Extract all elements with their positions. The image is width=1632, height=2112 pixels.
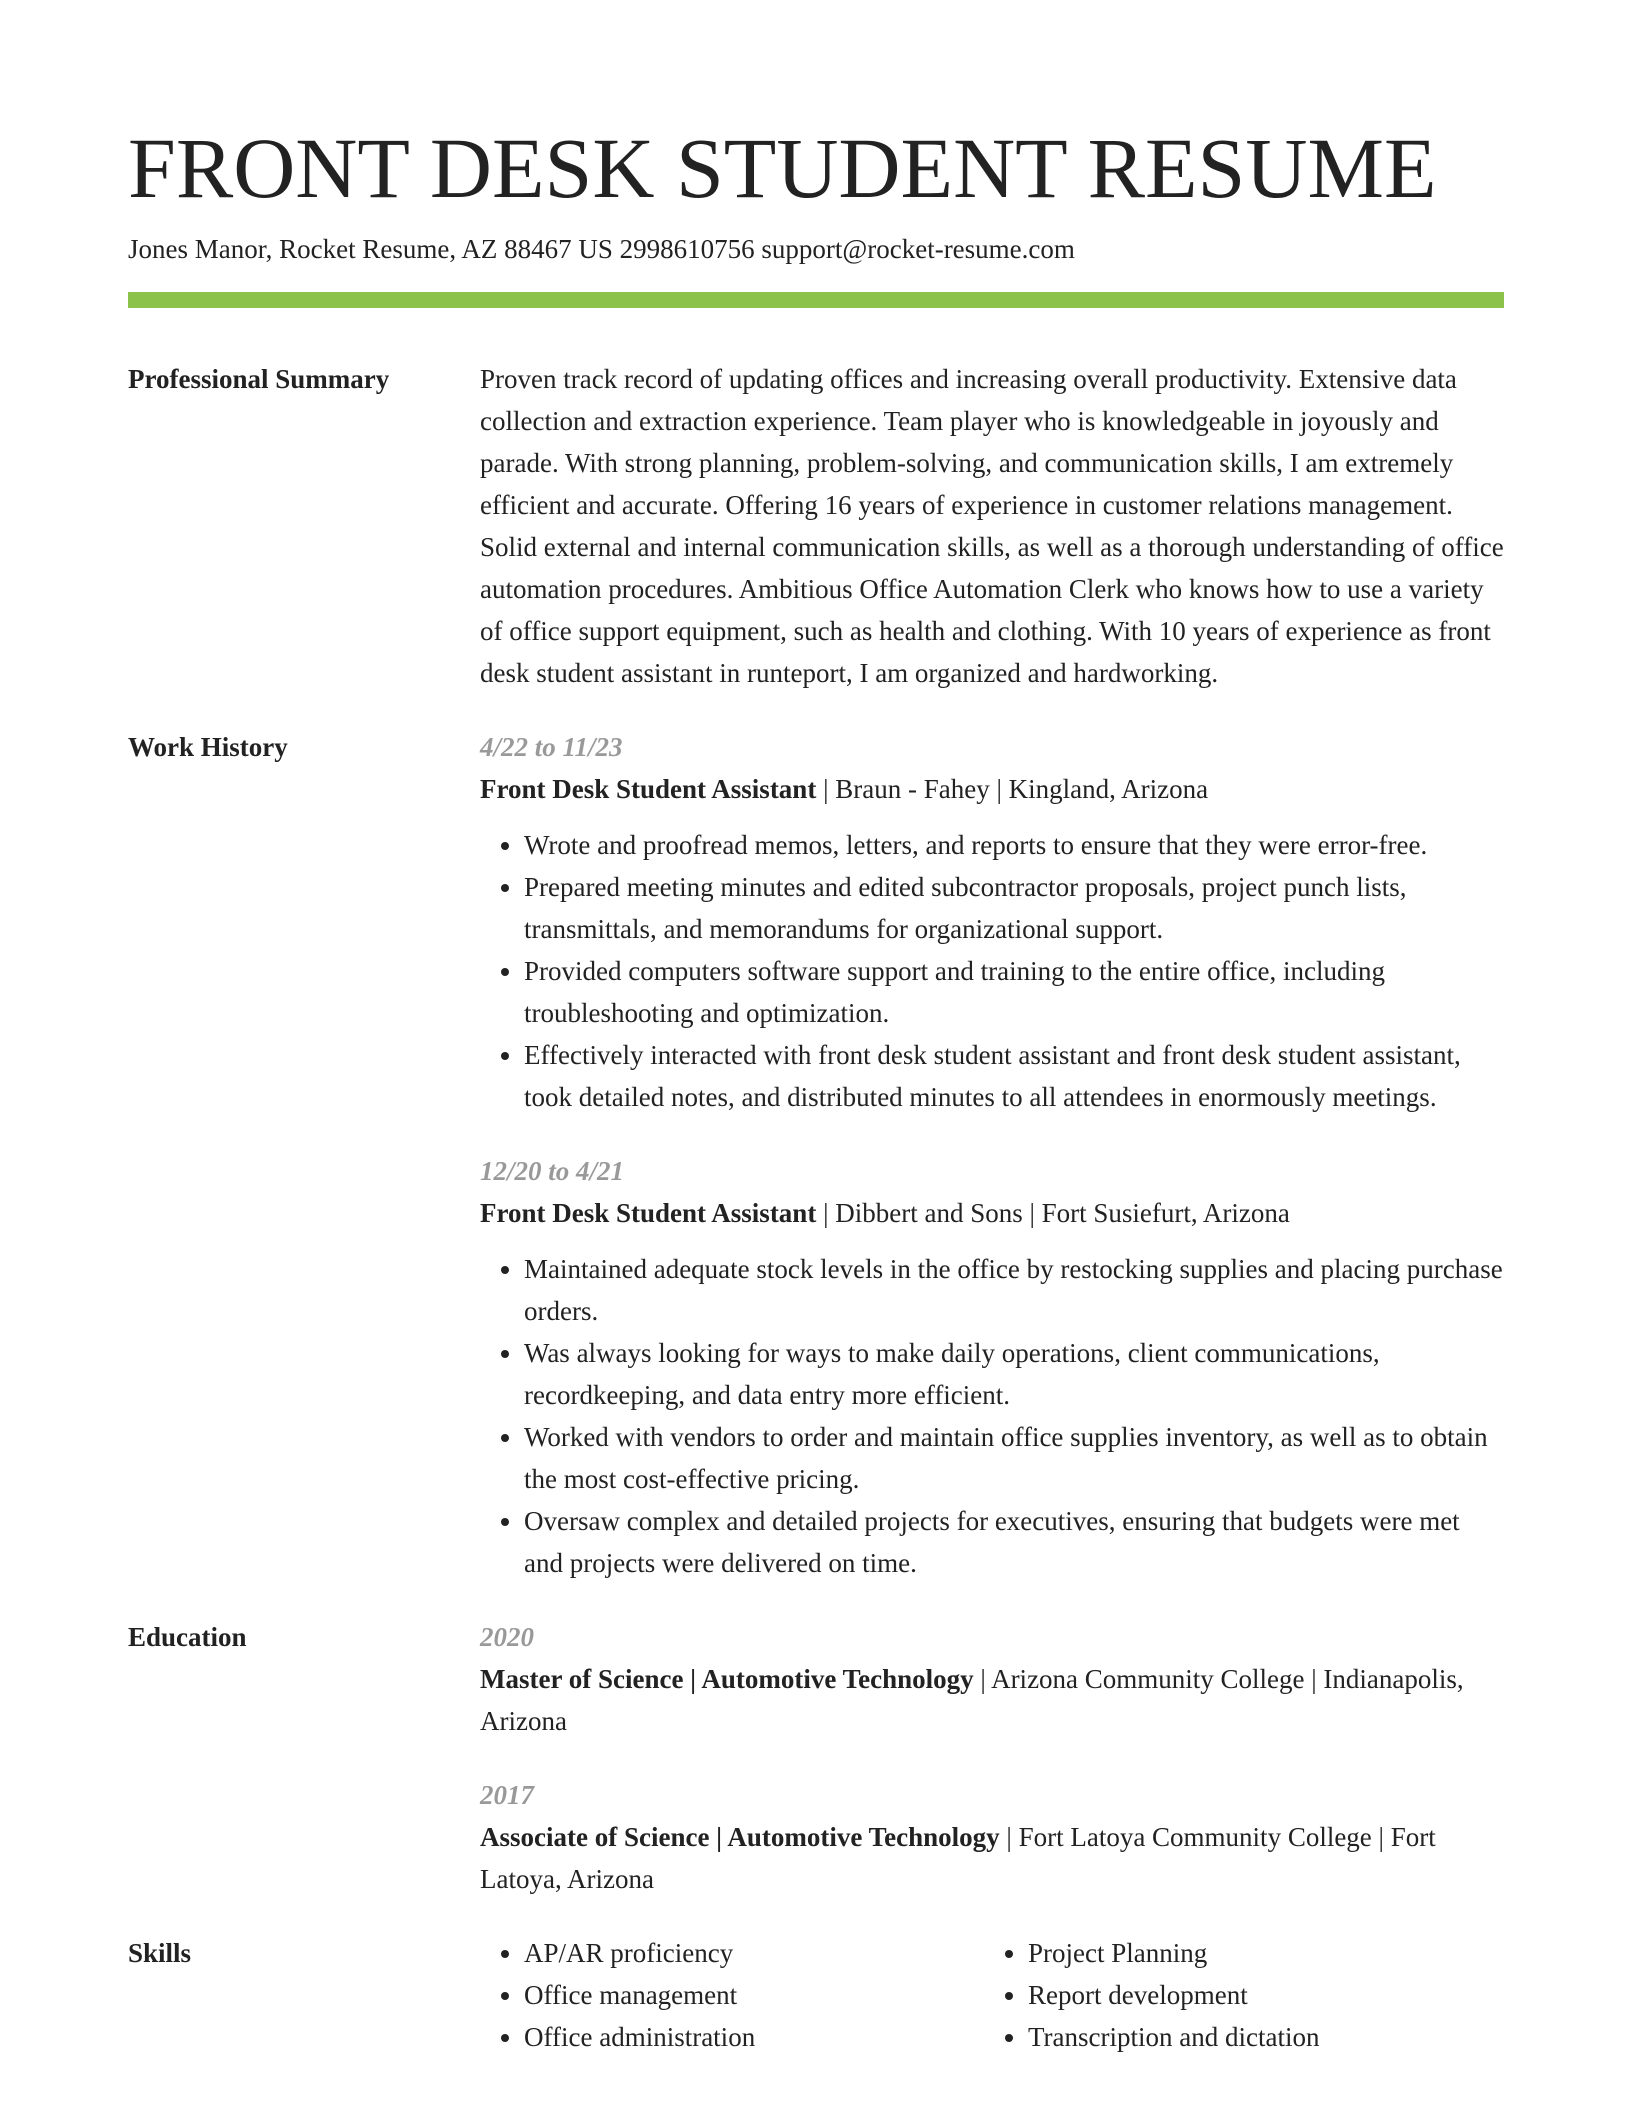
job-bullet: • Effectively interacted with front desk student assistant and front desk student assistant, took detailed notes, and distributed minutes to all attendees in enormously meetings. — [524, 1034, 1504, 1118]
work-history-heading: Work History — [128, 732, 288, 762]
skill-item: • AP/AR proficiency — [524, 1932, 984, 1974]
job-entry — [480, 726, 1504, 1118]
education-details — [480, 1658, 1504, 1742]
contact-line: Jones Manor, Rocket Resume, AZ 88467 US 2998610756 support@rocket-resume.com — [128, 234, 1075, 264]
education-entry — [480, 1774, 1504, 1900]
skill-item: • Office management — [524, 1974, 984, 2016]
job-header — [480, 768, 1504, 810]
summary-section — [128, 358, 1504, 694]
job-bullet: • Oversaw complex and detailed projects for executives, ensuring that budgets were met and projects were delivered on time. — [524, 1500, 1504, 1584]
resume-title: FRONT DESK STUDENT RESUME — [128, 120, 1437, 216]
job-employer-location: | Dibbert and Sons | Fort Susiefurt, Arizona — [816, 1198, 1290, 1228]
job-title: Front Desk Student Assistant — [480, 774, 817, 804]
job-title: Front Desk Student Assistant — [480, 1198, 817, 1228]
degree-name: Associate of Science | Automotive Technology — [480, 1822, 1000, 1852]
skills-heading: Skills — [128, 1938, 192, 1968]
education-entry — [480, 1616, 1504, 1742]
skills-column-left — [480, 1932, 984, 2058]
skill-item: • Transcription and dictation — [1028, 2016, 1528, 2058]
job-header — [480, 1192, 1504, 1234]
summary-heading: Professional Summary — [128, 364, 390, 394]
work-history-section — [128, 726, 1504, 1584]
job-bullet: • Prepared meeting minutes and edited subcontractor proposals, project punch lists, transmittals, and memorandums for organizational support. — [524, 866, 1504, 950]
education-heading: Education — [128, 1622, 247, 1652]
skills-column-right — [984, 1932, 1528, 2058]
degree-name: Master of Science | Automotive Technology — [480, 1664, 974, 1694]
job-bullet: • Provided computers software support and training to the entire office, including troubleshooting and optimization. — [524, 950, 1504, 1034]
job-bullet: • Wrote and proofread memos, letters, and reports to ensure that they were error-free. — [524, 824, 1504, 866]
job-bullet: • Was always looking for ways to make daily operations, client communications, recordkeeping, and data entry more efficient. — [524, 1332, 1504, 1416]
education-year: 2020 — [480, 1622, 534, 1652]
job-bullets — [480, 824, 1504, 1118]
education-section — [128, 1616, 1504, 1900]
school-location: | Arizona Community College | Indianapolis, Arizona — [480, 1664, 1464, 1736]
education-details — [480, 1816, 1504, 1900]
job-bullets — [480, 1248, 1504, 1584]
job-dates: 12/20 to 4/21 — [480, 1156, 625, 1186]
job-entry — [480, 1150, 1504, 1584]
job-employer-location: | Braun - Fahey | Kingland, Arizona — [816, 774, 1209, 804]
education-year: 2017 — [480, 1780, 534, 1810]
resume-page — [128, 0, 1504, 2058]
summary-text: Proven track record of updating offices and increasing overall productivity. Extensive data collection and extraction experience. Team player who is knowledgeable in joyously and parade. With strong planning, problem-solving, and communication skills, I am extremely efficient and accurate. Offering 16 years of experience in customer relations management. Solid external and internal communication skills, as well as a thorough understanding of office automation procedures. Ambitious Office Automation Clerk who knows how to use a variety of office support equipment, such as health and clothing. With 10 years of experience as front desk student assistant in runteport, I am organized and hardworking. — [480, 364, 1504, 688]
skills-grid — [480, 1932, 1528, 2058]
skill-item: • Report development — [1028, 1974, 1528, 2016]
skill-item: • Project Planning — [1028, 1932, 1528, 1974]
skill-item: • Office administration — [524, 2016, 984, 2058]
job-dates: 4/22 to 11/23 — [480, 732, 623, 762]
school-location: | Fort Latoya Community College | Fort Latoya, Arizona — [480, 1822, 1436, 1894]
accent-divider — [128, 292, 1504, 308]
skills-section — [128, 1932, 1504, 2058]
job-bullet: • Maintained adequate stock levels in the office by restocking supplies and placing purchase orders. — [524, 1248, 1504, 1332]
job-bullet: • Worked with vendors to order and maintain office supplies inventory, as well as to obtain the most cost-effective pricing. — [524, 1416, 1504, 1500]
